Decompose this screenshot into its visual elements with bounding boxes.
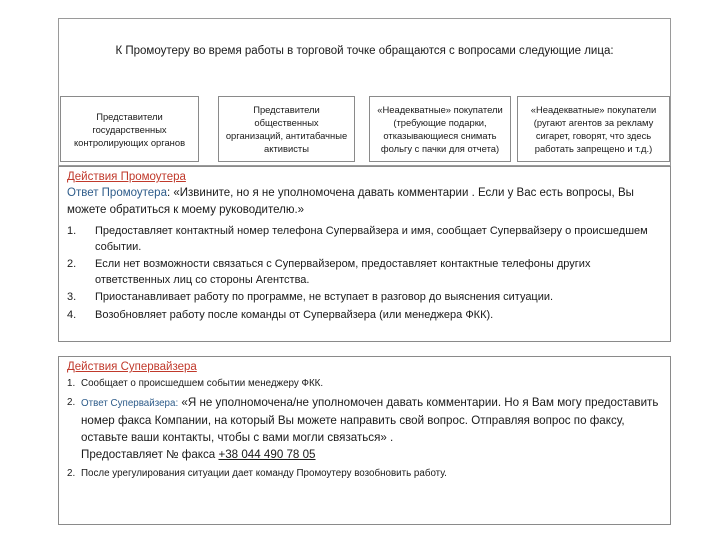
item-number: 1.: [67, 378, 76, 389]
promoter-answer-text: : «Извините, но я не уполномочена давать комментарии . Если у Вас есть вопросы, Вы можете обратиться к моему руководителю.»: [67, 187, 634, 216]
promoter-answer: [67, 185, 662, 219]
promoter-actions-section: [58, 166, 671, 342]
item-number: 2.: [67, 468, 76, 479]
list-item: [67, 308, 662, 324]
list-item: [67, 224, 662, 255]
category-label: «Неадекватные» покупатели (требующие подарки, отказывающиеся снимать фольгу с пачки для отчета): [377, 104, 503, 154]
promoter-actions-title: Действия Промоутера: [67, 171, 186, 183]
item-number: 1.: [67, 225, 77, 237]
category-demanding-buyers: [369, 96, 511, 162]
category-complaining-buyers: [517, 96, 670, 162]
item-number: 2.: [67, 397, 76, 408]
promoter-answer-label: Ответ Промоутера: [67, 187, 167, 199]
category-state-inspectors: [60, 96, 199, 162]
supervisor-answer: [81, 394, 662, 463]
supervisor-actions-title: Действия Супервайзера: [67, 361, 197, 373]
promoter-actions-list: [67, 224, 662, 323]
item-number: 4.: [67, 308, 77, 321]
item-text: Возобновляет работу после команды от Супервайзера (или менеджера ФКК).: [95, 308, 494, 321]
item-number: 3.: [67, 291, 77, 303]
item-text: Предоставляет контактный номер телефона Супервайзера и имя, сообщает Супервайзеру о происшедшем событии.: [95, 225, 648, 253]
category-label: «Неадекватные» покупатели (ругают агентов за рекламу сигарет, говорят, что здесь работать запрещено и т.д.): [530, 104, 657, 154]
list-item: [67, 290, 662, 306]
fax-number: +38 044 490 78 05: [218, 448, 316, 461]
item-text: Приостанавливает работу по программе, не вступает в разговор до выяснения ситуации.: [95, 291, 554, 303]
supervisor-answer-label: Ответ Супервайзера:: [81, 398, 179, 409]
item-text: После урегулирования ситуации дает команду Промоутеру возобновить работу.: [81, 468, 447, 479]
supervisor-actions-section: [58, 356, 671, 525]
fax-prefix: Предоставляет № факса: [81, 448, 219, 461]
supervisor-answer-text: «Я не уполномочена/не уполномочен давать комментарии. Но я Вам могу предоставить номер факса Компании, на который Вы можете направить свой вопрос. Отправляя вопрос по факсу, оставьте ваши контакты, чтобы с вами могли связаться» .: [81, 396, 659, 444]
category-label: Представители общественных организаций, антитабачные активисты: [225, 104, 348, 154]
list-item: [67, 465, 662, 482]
list-item: [67, 257, 662, 288]
item-number: 2.: [67, 258, 77, 270]
list-item: [67, 394, 662, 463]
category-label: Представители государственных контролирующих органов: [73, 110, 186, 148]
list-item: [67, 375, 662, 392]
supervisor-actions-list: [67, 375, 662, 482]
item-text: Если нет возможности связаться с Супервайзером, предоставляет контактные телефоны других ответственных лиц со стороны Агентства.: [95, 258, 591, 286]
item-text: Сообщает о происшедшем событии менеджеру ФКК.: [81, 378, 324, 389]
category-public-activists: [218, 96, 355, 162]
page-heading: К Промоутеру во время работы в торговой точке обращаются с вопросами следующие лица:: [115, 45, 614, 57]
